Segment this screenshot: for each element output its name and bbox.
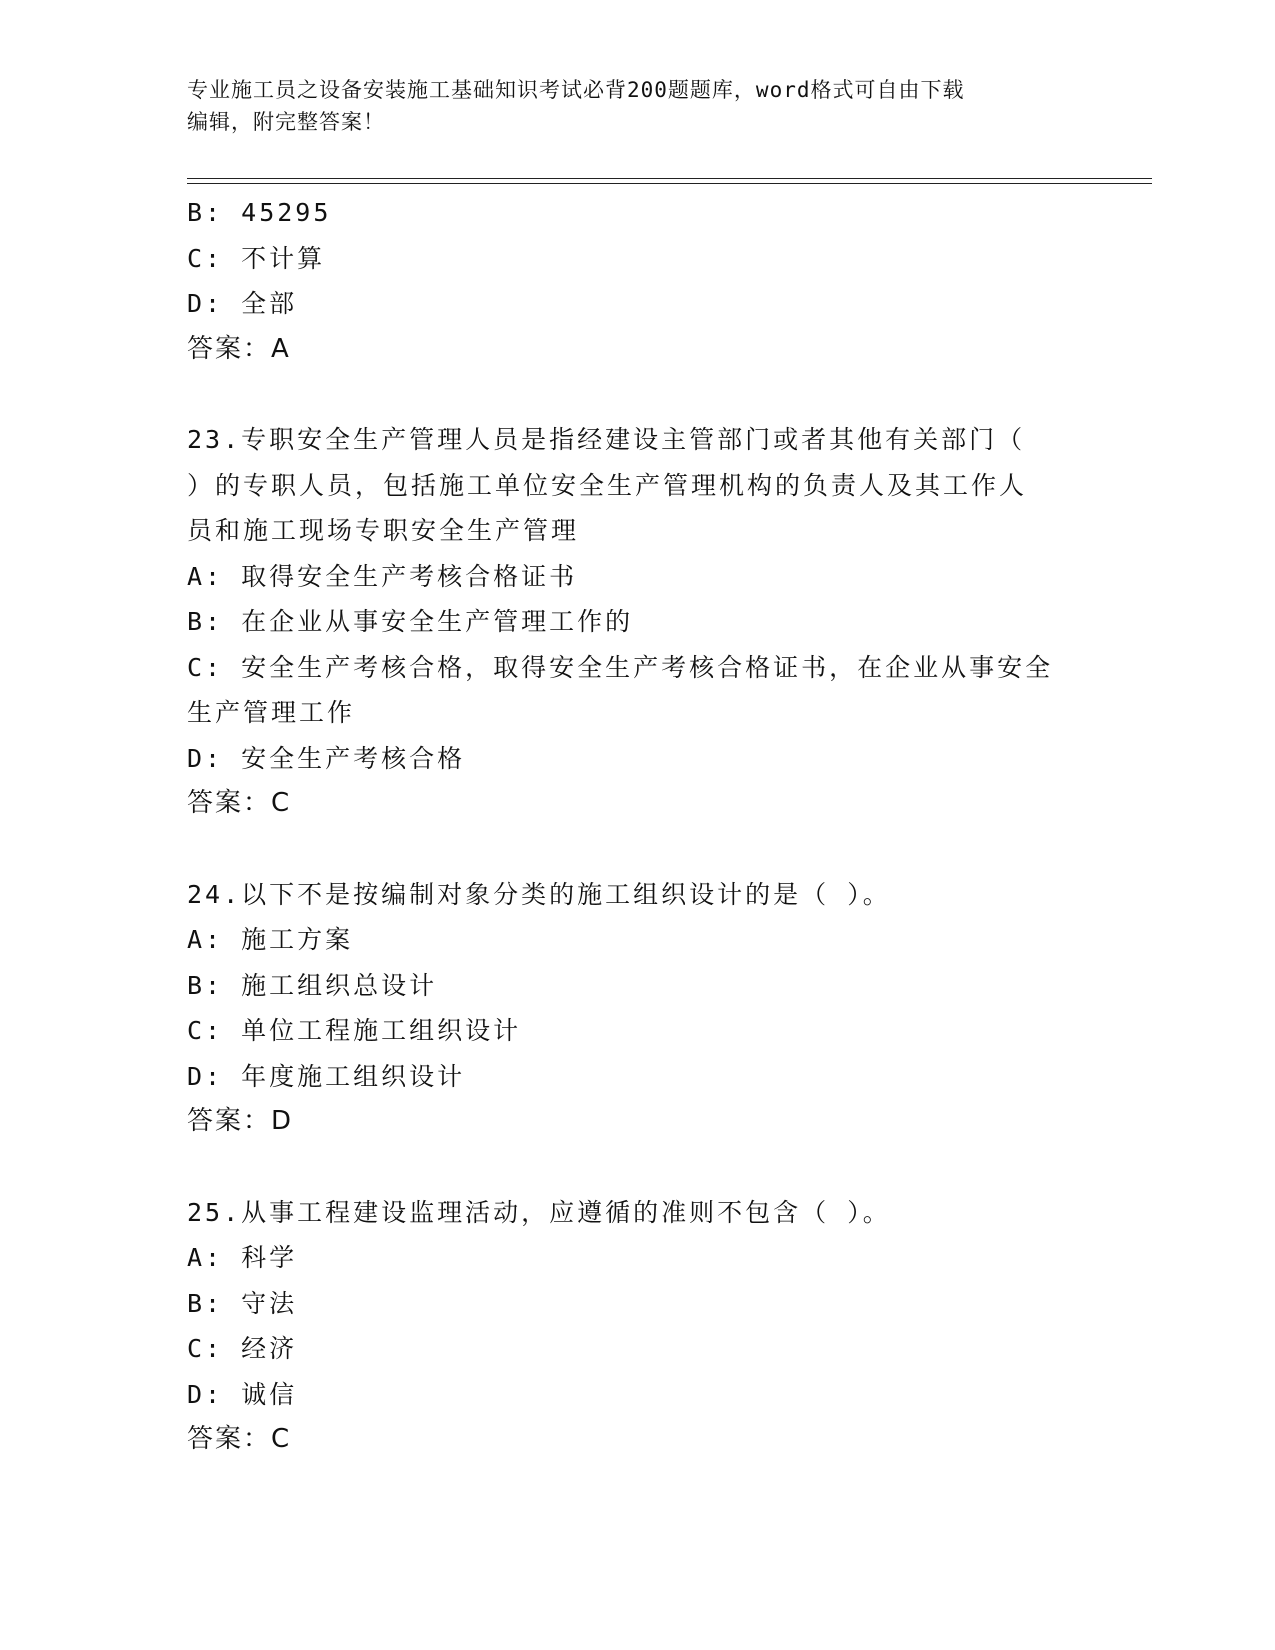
question-25: [187, 1190, 1087, 1463]
option-b: B: 施工组织总设计: [187, 970, 438, 1000]
question-23: [187, 417, 1087, 827]
option-d: D: 全部: [187, 289, 298, 318]
header-title-line-2: 编辑，附完整答案！: [187, 110, 385, 134]
option-d: D: 安全生产考核合格: [187, 743, 466, 773]
spacer: [187, 1145, 1087, 1190]
header-title-line-1: 专业施工员之设备安装施工基础知识考试必背200题题库，word格式可自由下载: [187, 78, 965, 102]
option-b: B: 在企业从事安全生产管理工作的: [187, 607, 634, 636]
option-d: D: 年度施工组织设计: [187, 1061, 466, 1091]
question-24: [187, 872, 1087, 1145]
option-c-continued: 生产管理工作: [187, 698, 356, 727]
question-stem: 24.以下不是按编制对象分类的施工组织设计的是（ ）。: [187, 879, 891, 909]
option-c: C: 不计算: [187, 243, 326, 273]
option-a: A: 科学: [187, 1243, 298, 1272]
option-b: B: 45295: [187, 198, 332, 227]
option-b: B: 守法: [187, 1288, 298, 1318]
header-divider-bottom: [187, 183, 1152, 184]
question-stem-line: 员和施工现场专职安全生产管理: [187, 516, 580, 545]
option-c: C: 单位工程施工组织设计: [187, 1016, 522, 1045]
question-stem-line: 23.专职安全生产管理人员是指经建设主管部门或者其他有关部门（: [187, 425, 1026, 454]
answer: 答案：A: [187, 333, 291, 364]
question-stem: 25.从事工程建设监理活动，应遵循的准则不包含（ ）。: [187, 1197, 891, 1227]
spacer: [187, 827, 1087, 872]
answer: 答案：C: [187, 788, 292, 818]
option-a: A: 施工方案: [187, 925, 354, 954]
question-22-tail: [187, 190, 1087, 372]
answer: 答案：D: [187, 1106, 294, 1136]
option-a: A: 取得安全生产考核合格证书: [187, 561, 578, 591]
option-c: C: 安全生产考核合格，取得安全生产考核合格证书，在企业从事安全: [187, 652, 1054, 682]
option-d: D: 诚信: [187, 1379, 298, 1409]
header-divider-top: [187, 178, 1152, 179]
spacer: [187, 372, 1087, 417]
option-c: C: 经济: [187, 1334, 298, 1363]
document-header: [187, 74, 1067, 138]
answer: 答案：C: [187, 1424, 292, 1454]
question-list: [187, 190, 1087, 1463]
question-stem-line: ）的专职人员，包括施工单位安全生产管理机构的负责人及其工作人: [187, 470, 1028, 500]
